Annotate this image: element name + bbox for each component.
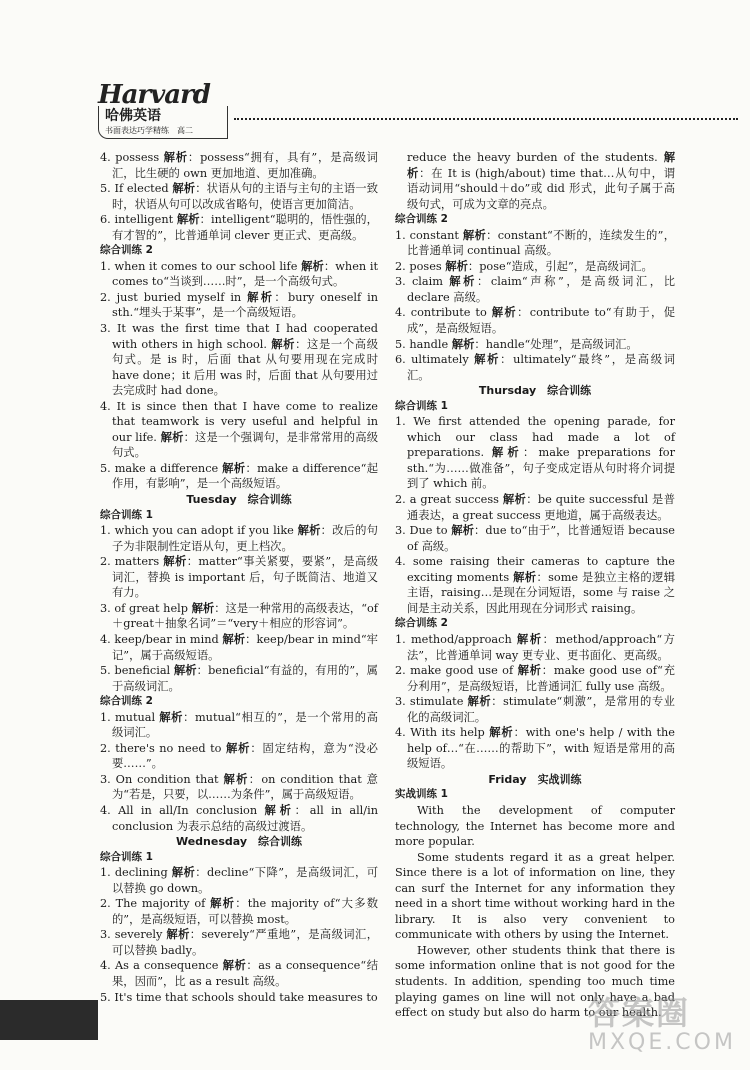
analysis-label: 解析: [191, 601, 215, 615]
essay-paragraph: Some students regard it as a great helper. Since there is a lot of information on line, they can surf the Internet for any information they need in a short time without working hard in the library. It is also very convenient to communicate with others by using the Internet.: [395, 850, 675, 942]
answer-text: 6. intelligent: [100, 213, 174, 227]
analysis-text: ：when it comes to“当谈到……时”，是一个高级句式。: [112, 259, 378, 289]
analysis-label: 解析: [271, 337, 296, 351]
analysis-text: ：all in all/in conclusion 为表示总结的高级过渡语。: [112, 803, 378, 833]
answer-item: [100, 601, 378, 632]
section-heading: 实战训练 1: [395, 788, 448, 801]
answer-text: 4. All in all/In conclusion: [100, 803, 258, 817]
analysis-text: ：severely“严重地”，是高级词汇，可以替换 badly。: [112, 928, 378, 957]
book-header: [98, 82, 228, 142]
analysis-text: ：with one's help / with the help of…“在……的帮助下”，with 短语是常用的高级短语。: [407, 726, 675, 771]
section-heading: 综合训练 2: [100, 244, 153, 257]
answer-text: 1. declining: [100, 866, 168, 880]
answer-text: 4. some raising their cameras to capture the exciting moments: [395, 555, 675, 584]
analysis-label: 解析: [223, 772, 249, 786]
day-heading: [100, 492, 378, 508]
essay-paragraph: With the development of computer technology, the Internet has become more and more popular.: [395, 803, 675, 849]
answer-item: [395, 492, 675, 523]
analysis-text: ：状语从句的主语与主句的主语一致时，状语从句可以改成省略句，使语言更加简洁。: [112, 182, 378, 211]
analysis-text: ：beneficial“有益的，有用的”，属于高级词汇。: [112, 664, 378, 693]
analysis-text: ：bury oneself in sth.“埋头于某事”，是一个高级短语。: [112, 290, 378, 320]
day-heading: [395, 383, 675, 399]
left-column: [100, 150, 378, 1005]
analysis-text: ：改后的句子为非限制性定语从句，更上档次。: [112, 524, 378, 553]
analysis-text: ：固定结构，意为“没必要……”。: [112, 741, 378, 771]
analysis-text: ：pose“造成，引起”，是高级词汇。: [467, 259, 653, 273]
brand-logo-english: Harvard: [98, 80, 210, 110]
analysis-text: ：decline“下降”，是高级词汇，可以替换 go down。: [112, 866, 379, 895]
answer-item: [100, 803, 378, 834]
analysis-text: ：这是一个高级句式。是 is 时，后面 that 从句要用现在完成时 have done；it 后用 was 时，后面 that 从句要用过去完成时 had done。: [112, 337, 378, 398]
day-training-label: 综合训练: [547, 384, 592, 398]
day-name: Friday: [488, 772, 527, 786]
analysis-text: ：stimulate“刺激”，是常用的专业化的高级词汇。: [407, 695, 675, 724]
analysis-text: ：some 是独立主格的逻辑主语，raising…是现在分词短语，some 与 raise 之间是主动关系，因此用现在分词形式 raising。: [407, 570, 675, 615]
answer-text: 5. It's time that schools should take measures to: [100, 990, 378, 1004]
answer-item: [100, 772, 378, 803]
analysis-text: ：make a difference“起作用，有影响”，是一个高级短语。: [112, 461, 378, 491]
answer-item: [395, 632, 675, 663]
answer-item: [395, 305, 675, 336]
day-training-label: 综合训练: [258, 835, 303, 849]
answer-item: [100, 896, 378, 927]
answer-text: 2. a great success: [395, 493, 499, 507]
day-training-label: 综合训练: [247, 493, 292, 507]
watermark-line2: MXQE.COM: [588, 1030, 736, 1055]
analysis-label: 解析: [517, 664, 542, 678]
analysis-label: 解析: [172, 182, 196, 196]
book-subtitle: 书面表达巧学精练 高二: [105, 126, 193, 135]
analysis-label: 解析: [445, 259, 468, 273]
answer-text: 3. of great help: [100, 601, 188, 615]
analysis-label: 解析: [491, 446, 523, 460]
analysis-text: ：method/approach“方法”，比普通单词 way 更专业、更书面化、更高级。: [407, 632, 675, 662]
answer-item: [100, 663, 378, 694]
answer-text: 4. contribute to: [395, 306, 487, 320]
answer-text: 4. With its help: [395, 726, 485, 740]
day-heading: [100, 834, 378, 850]
analysis-label: 解析: [449, 275, 477, 289]
answer-item: [100, 321, 378, 399]
essay-paragraph: However, other students think that there is some information online that is not good for the students. In addition, spending too much time playing games on line will not only have a bad effect on study but also do harm to our health.: [395, 943, 675, 1020]
analysis-label: 解析: [491, 306, 518, 320]
analysis-label: 解析: [210, 897, 236, 911]
answer-item: [100, 181, 378, 212]
answer-text: 3. Due to: [395, 524, 448, 538]
answer-text: reduce the heavy burden of the students.: [407, 151, 658, 164]
answer-text: 2. matters: [100, 555, 160, 569]
section-heading: 综合训练 1: [395, 399, 448, 412]
analysis-text: ：make good use of“充分利用”，是高级短语，比普通词汇 fully use 高级。: [407, 664, 675, 693]
answer-text: 3. It was the first time that I had cooperated with others in high school.: [100, 322, 378, 351]
answer-item: [395, 274, 675, 305]
answer-item: [395, 725, 675, 772]
analysis-label: 解析: [166, 928, 190, 942]
answer-item: [100, 741, 378, 772]
answer-text: 4. It is since then that I have come to realize that teamwork is very useful and helpful in our life.: [100, 399, 378, 444]
analysis-label: 解析: [247, 290, 275, 304]
analysis-label: 解析: [159, 710, 184, 724]
analysis-label: 解析: [502, 493, 527, 507]
analysis-text: ：be quite successful 是普通表达，a great success 更地道，属于高级表达。: [407, 493, 675, 522]
analysis-label: 解析: [176, 213, 200, 227]
answer-text: 3. severely: [100, 928, 163, 942]
analysis-text: ：ultimately“最终”，是高级词汇。: [407, 353, 675, 382]
answer-item: [395, 259, 675, 275]
analysis-label: 解析: [516, 632, 543, 646]
answer-text: 2. make good use of: [395, 664, 514, 678]
answer-item: [100, 990, 378, 1006]
answer-text: 2. there's no need to: [100, 741, 222, 755]
answer-item: [100, 259, 378, 290]
analysis-label: 解析: [297, 524, 321, 538]
answer-item: [395, 663, 675, 694]
analysis-text: ：matter“事关紧要，要紧”，是高级词汇，替换 is important 后，句子既简洁、地道又有力。: [112, 555, 378, 600]
analysis-label: 解析: [222, 461, 246, 475]
analysis-text: ：the majority of“大多数的”，是高级短语，可以替换 most。: [112, 897, 379, 926]
analysis-label: 解析: [222, 959, 247, 973]
answer-text: 3. claim: [395, 275, 443, 289]
analysis-label: 解析: [301, 259, 324, 273]
analysis-label: 解析: [163, 151, 188, 164]
analysis-text: ：在 It is (high/about) time that…从句中，谓语动词用“should＋do”或 did 形式，此句子属于高级句式，可成为文章的亮点。: [407, 166, 675, 211]
analysis-label: 解析: [225, 741, 251, 755]
answer-text: 3. On condition that: [100, 772, 219, 786]
answer-item: [100, 865, 378, 896]
analysis-text: ：due to“由于”，比普通短语 because of 高级。: [407, 524, 675, 553]
answer-text: 5. make a difference: [100, 461, 219, 475]
analysis-text: ：as a consequence“结果，因而”，比 as a result 高级。: [112, 959, 378, 988]
section-heading: 综合训练 2: [100, 695, 153, 708]
day-heading: [395, 772, 675, 788]
section-heading: 综合训练 2: [395, 617, 448, 630]
right-column-items: [395, 150, 675, 803]
answer-text: 1. when it comes to our school life: [100, 259, 298, 273]
page-edge-tab: [0, 1000, 98, 1040]
analysis-text: ：claim“声称”，是高级词汇，比 declare 高级。: [407, 275, 675, 304]
analysis-text: ：这是一种常用的高级表达，“of＋great＋抽象名词”＝“very＋相应的形容词”。: [112, 601, 378, 631]
day-name: Wednesday: [175, 835, 248, 849]
answer-text: 2. just buried myself in: [100, 290, 242, 304]
section-heading: 综合训练 1: [100, 508, 153, 521]
analysis-label: 解析: [163, 555, 187, 569]
analysis-text: ：make preparations for sth.“为……做准备”，句子变成定语从句时将介词提到了 which 前。: [407, 446, 675, 491]
answer-item: [100, 150, 378, 181]
answer-item: [395, 523, 675, 554]
analysis-label: 解析: [171, 866, 196, 880]
answer-text: 5. If elected: [100, 182, 169, 196]
answer-item: [100, 290, 378, 321]
answer-text: 1. We first attended the opening parade, for which our class had made a lot of preparations.: [395, 415, 675, 460]
answer-text: 1. method/approach: [395, 632, 512, 646]
analysis-label: 解析: [173, 664, 197, 678]
answer-item: [100, 461, 378, 492]
analysis-label: 解析: [451, 337, 475, 351]
analysis-label: 解析: [462, 228, 487, 242]
answer-item: [100, 554, 378, 601]
header-dotted-rule: [234, 118, 738, 120]
answer-text: 2. The majority of: [100, 897, 206, 911]
section-heading: 综合训练 1: [100, 850, 153, 863]
analysis-text: ：intelligent“聪明的，悟性强的，有才智的”，比普通单词 clever 更正式、更高级。: [112, 213, 378, 242]
analysis-label: 解析: [160, 430, 184, 444]
answer-text: 4. possess: [100, 151, 160, 164]
analysis-label: 解析: [451, 524, 475, 538]
answer-text: 3. stimulate: [395, 695, 464, 709]
answer-text: 5. beneficial: [100, 664, 171, 678]
analysis-text: ：keep/bear in mind“牢记”，属于高级短语。: [112, 632, 378, 662]
analysis-label: 解析: [264, 803, 295, 817]
answer-item: [100, 958, 378, 989]
answer-text: 4. As a consequence: [100, 959, 219, 973]
answer-text: 5. handle: [395, 337, 449, 351]
answer-item: [395, 554, 675, 616]
day-name: Thursday: [478, 384, 537, 398]
answer-item: [100, 523, 378, 554]
answer-text: 1. constant: [395, 228, 459, 242]
answer-text: 1. which you can adopt if you like: [100, 524, 294, 538]
analysis-label: 解析: [222, 632, 246, 646]
analysis-text: ：这是一个强调句，是非常常用的高级句式。: [112, 430, 378, 460]
brand-logo-chinese: 哈佛英语: [105, 108, 161, 124]
answer-item: [100, 632, 378, 663]
watermark-line1: 答案圈: [588, 994, 691, 1032]
analysis-text: ：handle“处理”，是高级词汇。: [474, 337, 638, 351]
analysis-text: ：possess“拥有，具有”，是高级词汇，比生硬的 own 更加地道、更加准确。: [112, 151, 378, 180]
section-heading: 综合训练 2: [395, 213, 448, 226]
answer-text: 6. ultimately: [395, 353, 469, 367]
analysis-label: 解析: [513, 570, 537, 584]
answer-item: [395, 414, 675, 492]
answer-item: [100, 710, 378, 741]
day-training-label: 实战训练: [537, 772, 582, 786]
analysis-label: 解析: [407, 151, 676, 180]
answer-text: 4. keep/bear in mind: [100, 632, 219, 646]
analysis-text: ：mutual“相互的”，是一个常用的高级词汇。: [112, 710, 378, 740]
watermark-logo: [588, 988, 738, 1055]
brand-box: [98, 106, 228, 139]
answer-item: [395, 352, 675, 383]
analysis-label: 解析: [474, 353, 501, 367]
answer-text: 1. mutual: [100, 710, 156, 724]
answer-item: [395, 228, 675, 259]
answer-item: [100, 927, 378, 958]
answer-text: 2. poses: [395, 259, 442, 273]
answer-item: [100, 212, 378, 243]
analysis-text: ：contribute to“有助于，促成”，是高级短语。: [407, 306, 675, 336]
analysis-label: 解析: [467, 695, 492, 709]
day-name: Tuesday: [186, 493, 237, 507]
answer-item: [395, 694, 675, 725]
answer-item: [100, 399, 378, 461]
analysis-text: ：on condition that 意为“若是，只要，以……为条件”，属于高级短语。: [112, 772, 378, 802]
analysis-label: 解析: [489, 726, 514, 740]
answer-item: [395, 337, 675, 353]
analysis-text: ：constant“不断的，连续发生的”，比普通单词 continual 高级。: [407, 228, 675, 258]
right-column: [395, 150, 675, 1021]
answer-item: [395, 150, 675, 212]
